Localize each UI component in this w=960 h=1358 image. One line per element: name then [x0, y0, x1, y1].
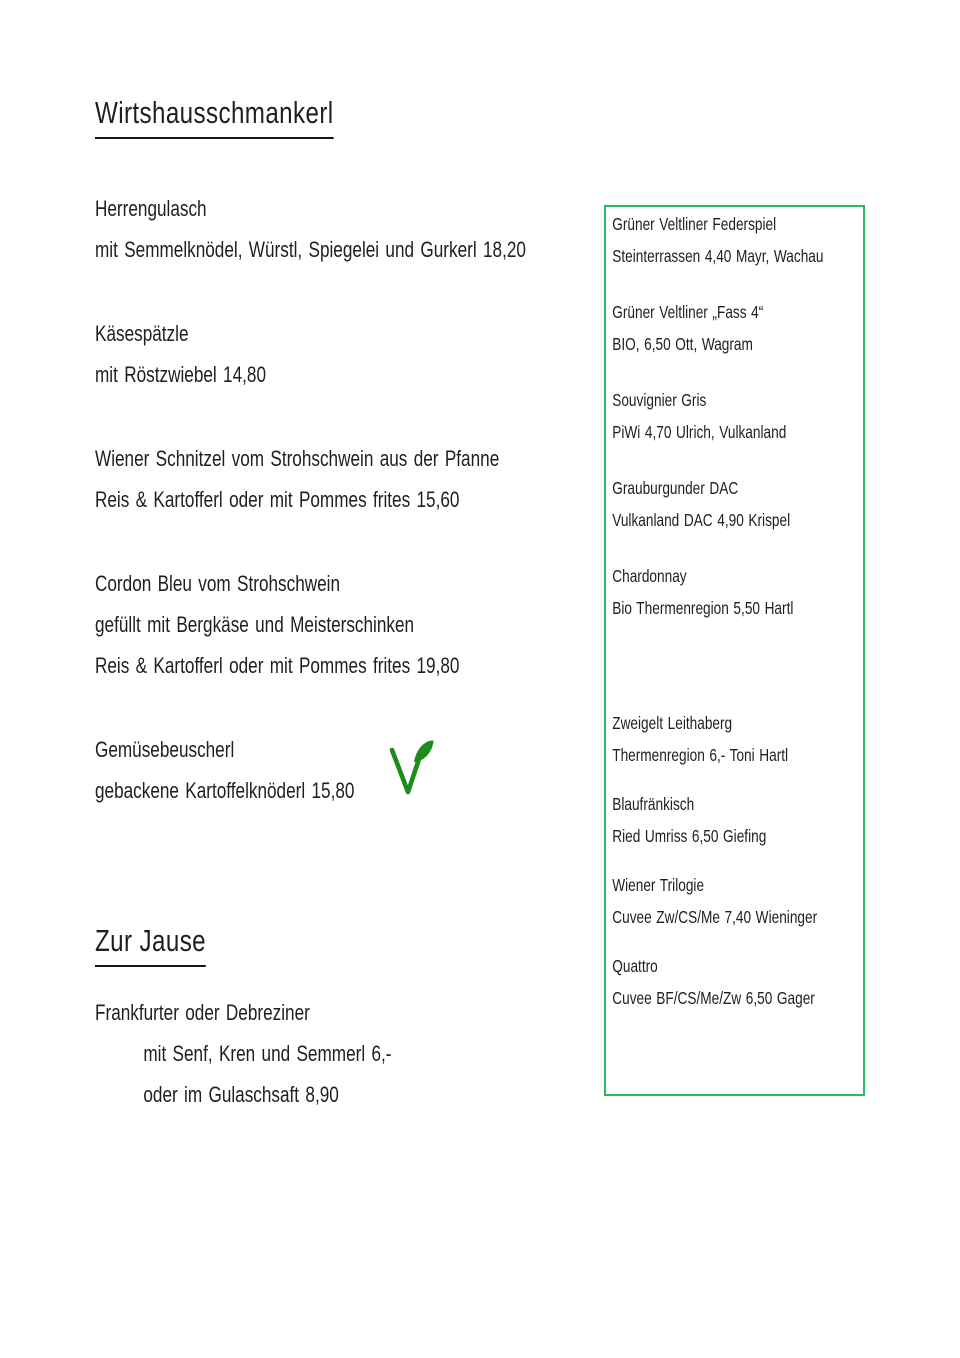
wine-entry [612, 384, 806, 448]
wine-name: Wiener Trilogie [612, 875, 705, 895]
wine-name: Zweigelt Leithaberg [612, 713, 733, 733]
dish-description: mit Röstzwiebel 14,80 [95, 362, 266, 387]
menu-item-gemuesebeuscherl [95, 729, 610, 811]
wine-details: Bio Thermenregion 5,50 Hartl [612, 598, 794, 618]
wine-entry [612, 208, 824, 272]
wine-details: PiWi 4,70 Ulrich, Vulkanland [612, 422, 787, 442]
dish-description: gefüllt mit Bergkäse und Meisterschinken [95, 612, 415, 637]
wine-entry [612, 472, 806, 536]
wine-details: BIO, 6,50 Ott, Wagram [612, 334, 753, 354]
wine-details: Ried Umriss 6,50 Giefing [612, 826, 767, 846]
dish-name: Wiener Schnitzel vom Strohschwein aus der Pfanne [95, 446, 500, 471]
wine-details: Thermenregion 6,- Toni Hartl [612, 745, 789, 765]
dish-name: Herrengulasch [95, 196, 207, 221]
wine-name: Chardonnay [612, 566, 687, 586]
jause-section-title: Zur Jause [95, 923, 206, 967]
white-wine-section [612, 208, 824, 624]
dish-description: gebackene Kartoffelknöderl 15,80 [95, 778, 355, 803]
wine-details: Vulkanland DAC 4,90 Krispel [612, 510, 791, 530]
wine-entry [612, 950, 815, 1014]
wine-details: Steinterrassen 4,40 Mayr, Wachau [612, 246, 824, 266]
wine-name: Grüner Veltliner „Fass 4“ [612, 302, 764, 322]
menu-title: Wirtshausschmankerl [95, 95, 334, 139]
menu-item-cordon-bleu [95, 563, 610, 686]
dish-name: Frankfurter oder Debreziner [95, 1000, 310, 1025]
menu-item-kaesespaetzle [95, 313, 610, 395]
wine-entry [612, 296, 806, 360]
dish-name: Gemüsebeuscherl [95, 737, 235, 762]
menu-item-herrengulasch [95, 188, 610, 270]
dish-description: mit Semmelknödel, Würstl, Spiegelei und Gurkerl 18,20 [95, 237, 526, 262]
food-menu-column [95, 95, 610, 1115]
wine-entry [612, 788, 806, 852]
dish-name: Käsespätzle [95, 321, 189, 346]
menu-item-frankfurter [95, 992, 610, 1115]
wine-details: Cuvee Zw/CS/Me 7,40 Wieninger [612, 907, 818, 927]
red-wine-section [612, 707, 818, 1014]
wine-entry [612, 560, 806, 624]
dish-description: mit Senf, Kren und Semmerl 6,- [143, 1041, 392, 1066]
wine-name: Blaufränkisch [612, 794, 695, 814]
menu-item-wiener-schnitzel [95, 438, 610, 520]
wine-list-box [604, 205, 865, 1096]
dish-name: Cordon Bleu vom Strohschwein [95, 571, 341, 596]
vegan-leaf-icon [386, 738, 434, 800]
dish-description: Reis & Kartofferl oder mit Pommes frites 19,80 [95, 653, 460, 678]
dish-description: Reis & Kartofferl oder mit Pommes frites 15,60 [95, 487, 460, 512]
wine-list [606, 207, 824, 1014]
wine-name: Souvignier Gris [612, 390, 707, 410]
dish-description: oder im Gulaschsaft 8,90 [143, 1082, 339, 1107]
wine-name: Quattro [612, 956, 658, 976]
wine-entry [612, 869, 818, 933]
wine-details: Cuvee BF/CS/Me/Zw 6,50 Gager [612, 988, 815, 1008]
wine-entry [612, 707, 806, 771]
wine-name: Grauburgunder DAC [612, 478, 739, 498]
wine-name: Grüner Veltliner Federspiel [612, 214, 777, 234]
